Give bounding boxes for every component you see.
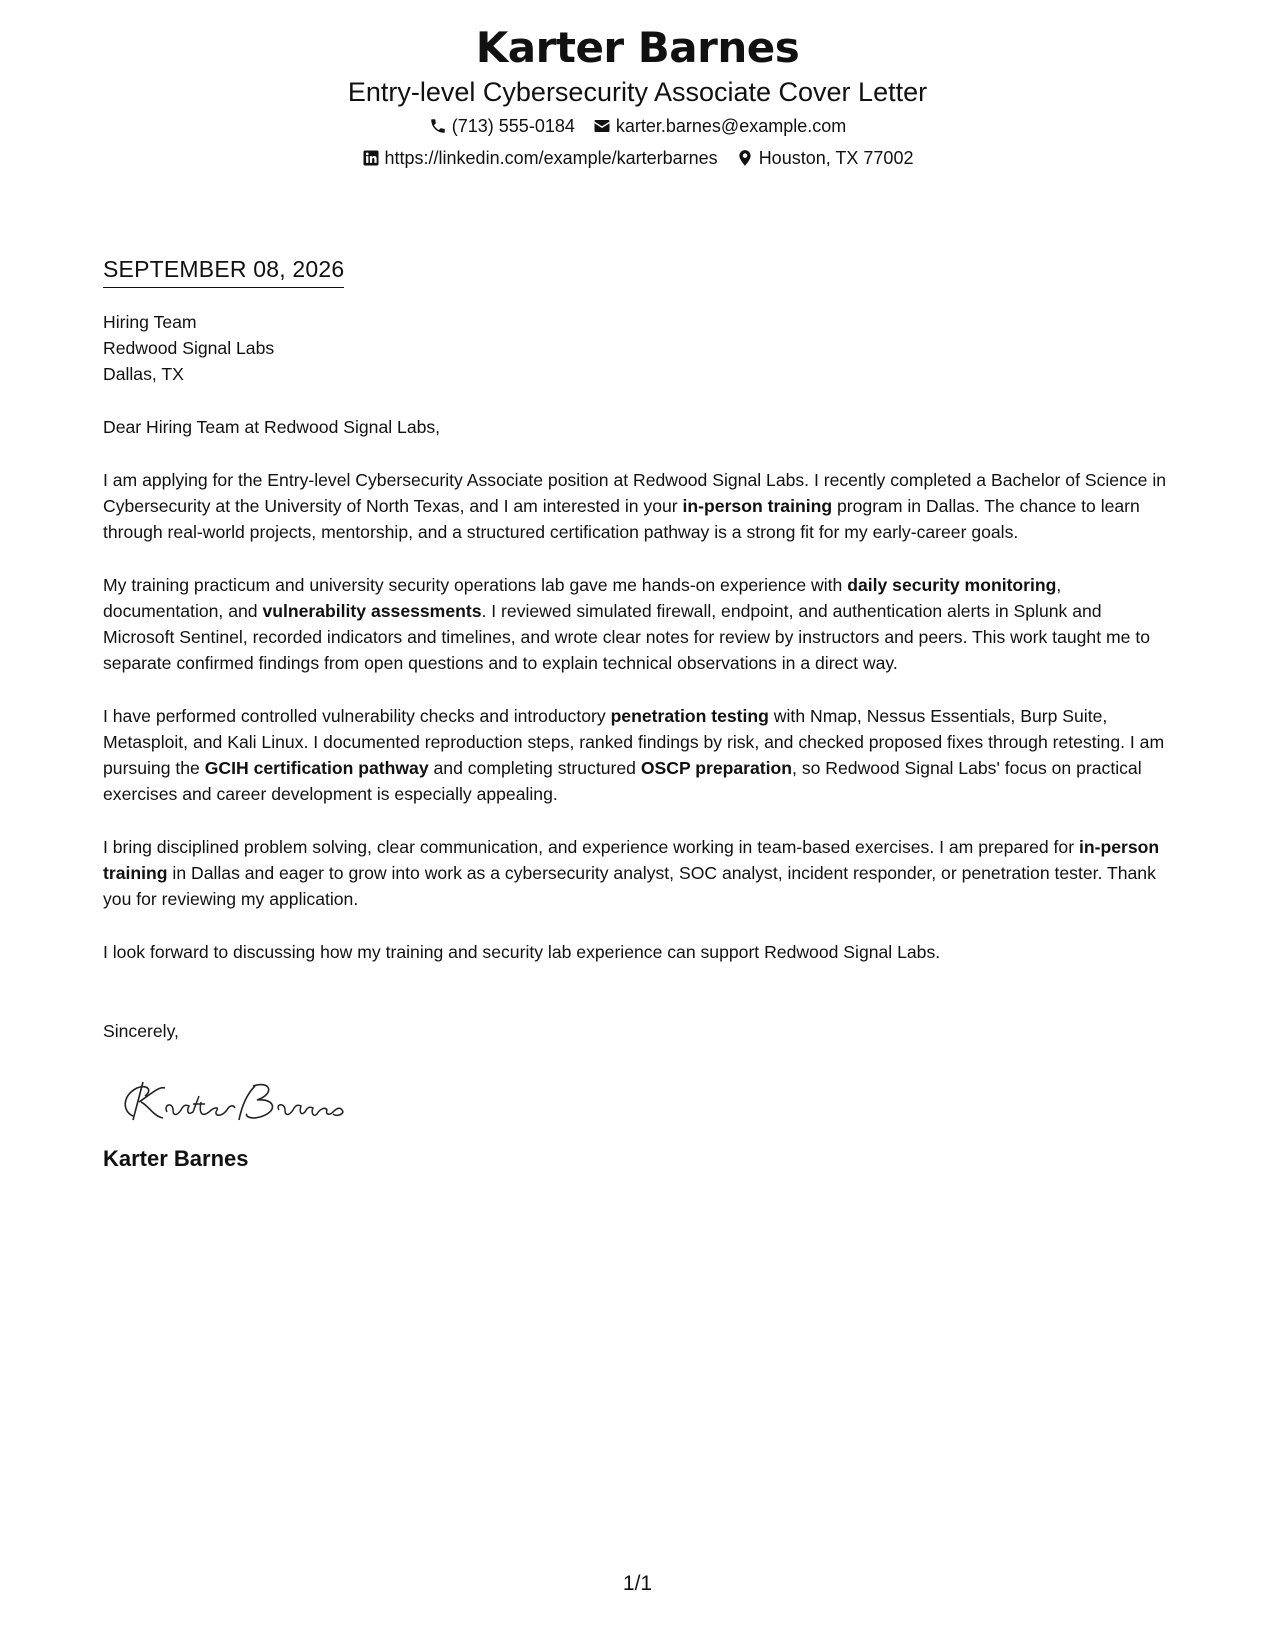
bold-run: GCIH certification pathway <box>204 758 429 778</box>
text-run: , so Redwood Signal Labs' focus on practical exercises and career development is especially appealing. <box>103 758 1142 804</box>
envelope-icon <box>593 117 611 135</box>
text-run: . I reviewed simulated firewall, endpoint, and authentication alerts in Splunk and Microsoft Sentinel, recorded indicators and timelines, and wrote clear notes for review by instructors and peers. This work taught me to separate confirmed findings from open questions and to explain technical observations in a direct way. <box>103 601 1150 673</box>
bold-run: daily security monitoring <box>847 575 1057 595</box>
page-number: 1/1 <box>622 1572 653 1595</box>
salutation: Dear Hiring Team at Redwood Signal Labs, <box>103 417 441 437</box>
linkedin-url: https://linkedin.com/example/karterbarnes <box>384 148 718 168</box>
text-run: and completing structured <box>428 758 641 778</box>
phone-number: (713) 555-0184 <box>451 116 575 136</box>
recipient-block <box>103 309 1173 387</box>
contact-row-primary <box>0 110 1275 142</box>
letter-header <box>0 22 1275 174</box>
letter-subtitle: Entry-level Cybersecurity Associate Cover Letter <box>347 77 928 107</box>
paragraph-intro <box>103 467 1173 545</box>
bold-run: in-person training <box>682 496 833 516</box>
contact-row-secondary <box>0 142 1275 174</box>
bold-run: in-person training <box>103 837 1160 883</box>
closing-phrase: Sincerely, <box>103 1021 179 1041</box>
text-run: I bring disciplined problem solving, clear communication, and experience working in team-based exercises. I am prepared for <box>103 837 1079 857</box>
letter-body <box>103 254 1173 1174</box>
text-run: , documentation, and <box>103 575 1062 621</box>
text-run: My training practicum and university security operations lab gave me hands-on experience with <box>103 575 848 595</box>
paragraph-qualities <box>103 834 1173 912</box>
applicant-name: Karter Barnes <box>475 23 800 72</box>
linkedin-icon <box>362 149 380 167</box>
linkedin-contact <box>362 142 718 174</box>
location-text: Houston, TX 77002 <box>758 148 914 168</box>
text-run: I am applying for the Entry-level Cybersecurity Associate position at Redwood Signal Labs. I recently completed a Bachelor of Science in Cybersecurity at the University of North Texas, and I am interested in your <box>103 470 1167 516</box>
bold-run: penetration testing <box>610 706 769 726</box>
bold-run: OSCP preparation <box>640 758 793 778</box>
text-run: I have performed controlled vulnerability checks and introductory <box>103 706 611 726</box>
email-address: karter.barnes@example.com <box>615 116 847 136</box>
paragraph-experience <box>103 572 1173 676</box>
location-contact <box>736 142 914 174</box>
phone-icon <box>429 117 447 135</box>
paragraph-closing: I look forward to discussing how my training and security lab experience can support Redwood Signal Labs. <box>103 942 941 962</box>
letter-date: SEPTEMBER 08, 2026 <box>103 254 344 288</box>
signer-name: Karter Barnes <box>103 1146 249 1171</box>
phone-contact <box>429 110 575 142</box>
recipient-line: Dallas, TX <box>103 364 184 384</box>
handwritten-signature <box>115 1072 355 1132</box>
recipient-line: Redwood Signal Labs <box>103 338 275 358</box>
bold-run: vulnerability assessments <box>262 601 482 621</box>
recipient-line: Hiring Team <box>103 312 197 332</box>
text-run: in Dallas and eager to grow into work as a cybersecurity analyst, SOC analyst, incident responder, or penetration tester. Thank you for reviewing my application. <box>103 863 1156 909</box>
email-contact <box>593 110 846 142</box>
paragraph-skills <box>103 703 1173 807</box>
text-run: program in Dallas. The chance to learn through real-world projects, mentorship, and a structured certification pathway is a strong fit for my early-career goals. <box>103 496 1140 542</box>
map-pin-icon <box>736 149 754 167</box>
text-run: with Nmap, Nessus Essentials, Burp Suite, Metasploit, and Kali Linux. I documented reproduction steps, ranked findings by risk, and checked proposed fixes through retesting. I am pursuing the <box>103 706 1165 778</box>
